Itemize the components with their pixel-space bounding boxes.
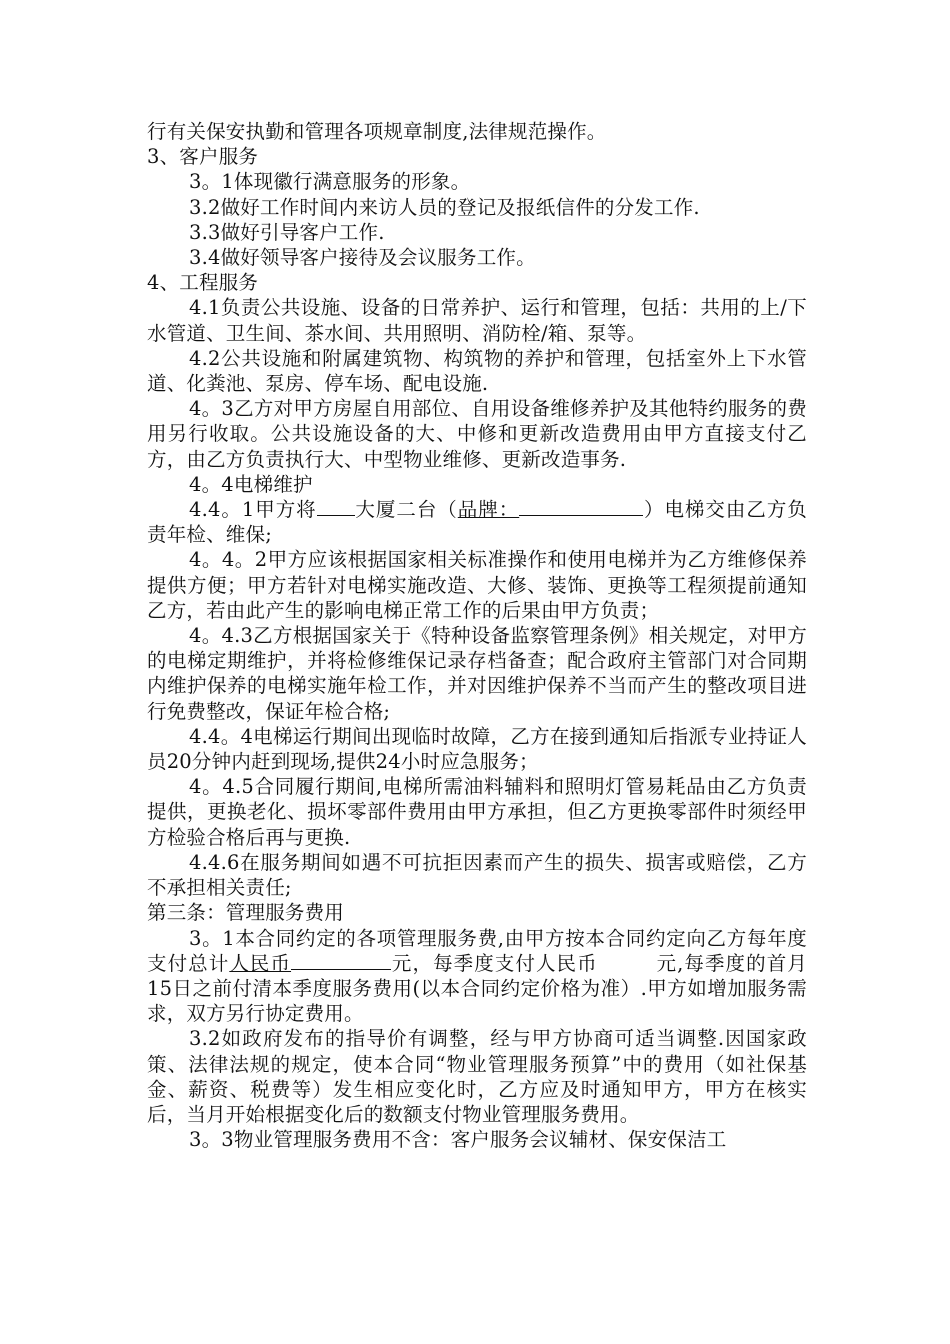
heading-customer-service: 3、客户服务 <box>147 145 259 169</box>
heading-article-3-fees: 第三条：管理服务费用 <box>147 901 345 925</box>
blank-building-name <box>317 497 355 516</box>
fee-clause-3-1-text-c: 元,每季度的首月15日之前付清本季度服务费用(以本合同约定价格为准）.甲方如增加服务需求，双方另行协定费用。 <box>147 951 807 1026</box>
fee-clause-3-1 <box>147 926 807 1027</box>
clause-4-2: 4.2公共设施和附属建筑物、构筑物的养护和管理，包括室外上下水管道、化粪池、泵房、停车场、配电设施. <box>147 346 807 396</box>
annual-fee-currency: 人民币 <box>229 951 292 975</box>
fee-clause-3-1-text-a: 3。1本合同约定的各项管理服务费,由甲方按本合同约定向乙方每年度支付总计 <box>147 926 807 975</box>
clause-4-4-5: 4。4.5合同履行期间,电梯所需油料辅料和照明灯管易耗品由乙方负责提供，更换老化、损坏零部件费用由甲方承担，但乙方更换零部件时须经甲方检验合格后再与更换. <box>147 775 807 849</box>
fee-clause-3-1-text-b: 元，每季度支付人民币 <box>391 951 598 975</box>
clause-3-4: 3.4做好领导客户接待及会议服务工作。 <box>189 246 536 270</box>
clause-4-4-1 <box>147 497 807 547</box>
document-page <box>147 119 807 1152</box>
fee-clause-3-3: 3。3物业管理服务费用不含：客户服务会议辅材、保安保洁工 <box>189 1128 727 1152</box>
clause-3-1: 3。1体现徽行满意服务的形象。 <box>189 170 471 194</box>
blank-brand <box>519 497 643 516</box>
clause-4-4-1-text-a: 4.4。1甲方将 <box>189 498 317 522</box>
clause-4-4-2: 4。4。2甲方应该根据国家相关标准操作和使用电梯并为乙方维修保养提供方便；甲方若针对电梯实施改造、大修、装饰、更换等工程须提前通知乙方，若由此产生的影响电梯正常工作的后果由甲方负责； <box>147 548 807 622</box>
clause-4-4: 4。4电梯维护 <box>189 472 313 496</box>
clause-4-4-1-text-c: ）电梯交由乙方负责年检、维保; <box>147 498 807 547</box>
clause-3-2: 3.2做好工作时间内来访人员的登记及报纸信件的分发工作. <box>189 195 700 219</box>
clause-4-4-4: 4.4。4电梯运行期间出现临时故障，乙方在接到通知后指派专业持证人员20分钟内赶到现场,提供24小时应急服务； <box>147 724 807 774</box>
clause-4-3: 4。3乙方对甲方房屋自用部位、自用设备维修养护及其他特约服务的费用另行收取。公共设施设备的大、中修和更新改造费用由甲方直接支付乙方，由乙方负责执行大、中型物业维修、更新改造事务. <box>147 397 807 471</box>
fee-clause-3-2: 3.2如政府发布的指导价有调整，经与甲方协商可适当调整.因国家政策、法律法规的规定，使本合同“物业管理服务预算”中的费用（如社保基金、薪资、税费等）发生相应变化时，乙方应及时通知甲方，甲方在核实后，当月开始根据变化后的数额支付物业管理服务费用。 <box>147 1027 807 1126</box>
clause-4-4-1-text-b: 大厦二台（ <box>354 498 458 522</box>
clause-4-1: 4.1负责公共设施、设备的日常养护、运行和管理，包括：共用的上/下水管道、卫生间、茶水间、共用照明、消防栓/箱、泵等。 <box>147 296 807 345</box>
blank-annual-fee <box>291 951 391 970</box>
clause-4-4-6: 4.4.6在服务期间如遇不可抗拒因素而产生的损失、损害或赔偿，乙方不承担相关责任; <box>147 850 807 900</box>
brand-label: 品牌： <box>457 498 520 522</box>
clause-4-4-3: 4。4.3乙方根据国家关于《特种设备监察管理条例》相关规定，对甲方的电梯定期维护，并将检修维保记录存档备查；配合政府主管部门对合同期内维护保养的电梯实施年检工作，并对因维护保养不当而产生的整改项目进行免费整改，保证年检合格; <box>147 624 807 723</box>
paragraph-security-rules-end: 行有关保安执勤和管理各项规章制度,法律规范操作。 <box>147 120 607 143</box>
heading-engineering-service: 4、工程服务 <box>147 271 259 295</box>
clause-3-3: 3.3做好引导客户工作. <box>189 220 385 244</box>
